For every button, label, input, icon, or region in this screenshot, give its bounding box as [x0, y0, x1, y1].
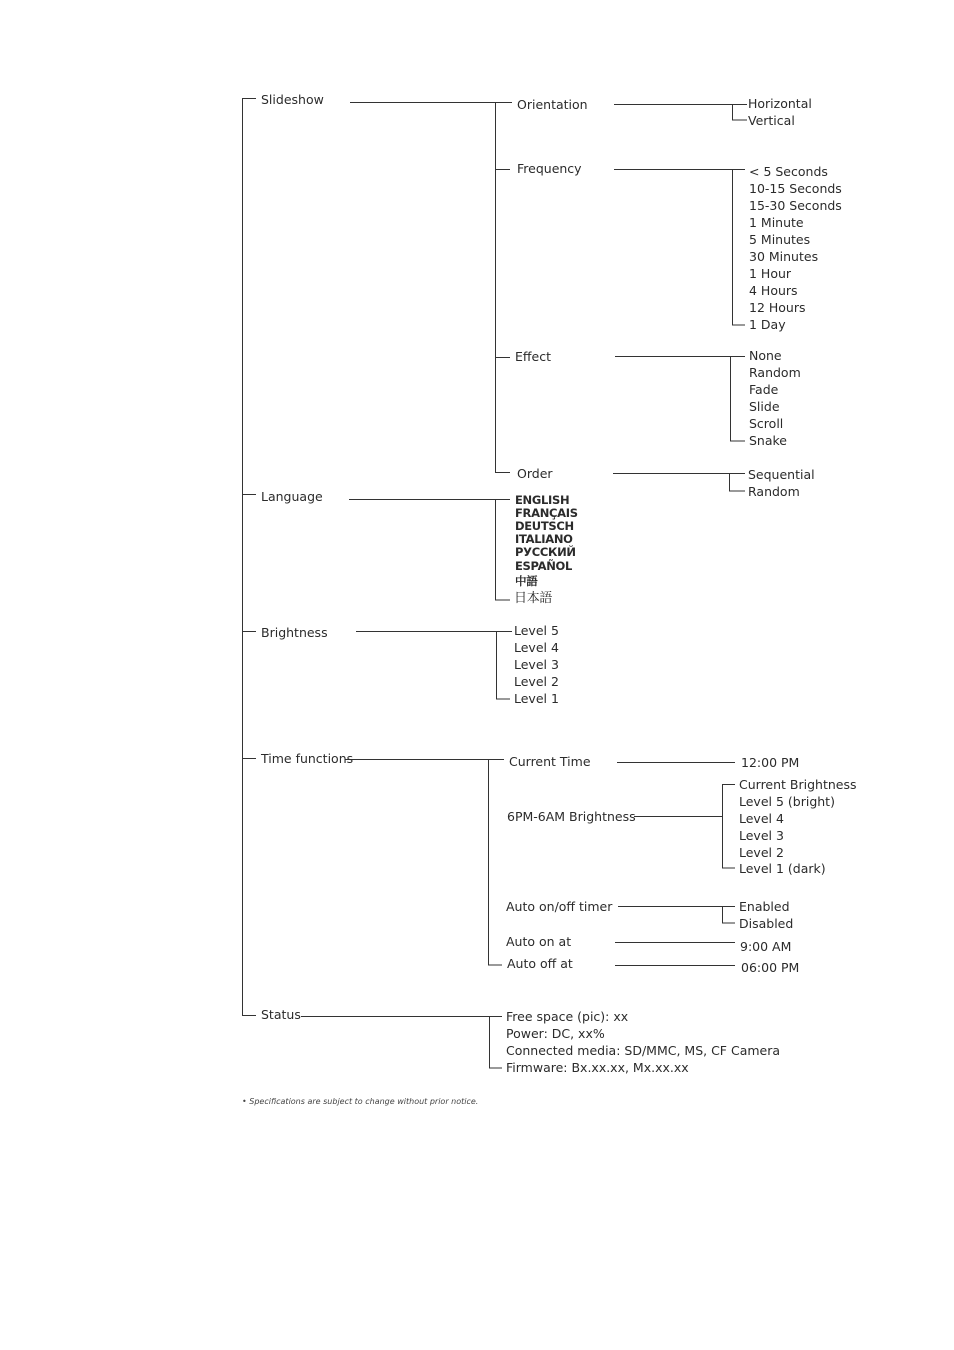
option-auto-timer: Enabled — [739, 899, 790, 914]
option-frequency: 15-30 Seconds — [749, 198, 842, 213]
submenu-orientation: Orientation — [517, 97, 588, 112]
option-frequency: 12 Hours — [749, 300, 806, 315]
option-language: 中語 — [515, 574, 538, 588]
option-frequency: 1 Hour — [749, 266, 792, 281]
option-brightness: Level 1 — [514, 691, 559, 706]
option-night-brightness: Level 4 — [739, 811, 784, 826]
status-item: Connected media: SD/MMC, MS, CF Camera — [506, 1043, 781, 1058]
value-auto-off: 06:00 PM — [741, 960, 800, 975]
submenu-auto-timer: Auto on/off timer — [506, 899, 613, 914]
option-frequency: 4 Hours — [749, 283, 798, 298]
submenu-night-brightness: 6PM-6AM Brightness — [507, 809, 636, 824]
option-night-brightness: Level 3 — [739, 828, 784, 843]
option-order: Sequential — [748, 467, 815, 482]
option-brightness: Level 5 — [514, 623, 559, 638]
value-auto-on: 9:00 AM — [740, 939, 792, 954]
option-effect: Fade — [749, 382, 779, 397]
option-horizontal: Horizontal — [748, 96, 812, 111]
menu-time-functions: Time functions — [261, 751, 354, 766]
submenu-auto-off: Auto off at — [507, 956, 573, 971]
option-language: 日本語 — [514, 591, 553, 606]
menu-language: Language — [261, 489, 323, 504]
status-item: Firmware: Bx.xx.xx, Mx.xx.xx — [506, 1060, 689, 1075]
option-frequency: 30 Minutes — [749, 249, 819, 264]
option-frequency: < 5 Seconds — [749, 164, 828, 179]
option-night-brightness: Level 1 (dark) — [739, 861, 826, 876]
option-effect: Random — [749, 365, 801, 380]
submenu-order: Order — [517, 466, 553, 481]
option-frequency: 1 Day — [749, 317, 786, 332]
status-item: Free space (pic): xx — [506, 1009, 629, 1024]
option-brightness: Level 2 — [514, 674, 559, 689]
menu-status: Status — [261, 1007, 301, 1022]
option-language: ENGLISH — [515, 493, 570, 507]
option-effect: Slide — [749, 399, 780, 414]
option-frequency: 10-15 Seconds — [749, 181, 842, 196]
option-effect: Snake — [749, 433, 788, 448]
submenu-effect: Effect — [515, 349, 551, 364]
option-language: РУССКИЙ — [515, 545, 576, 559]
option-effect: None — [749, 348, 782, 363]
status-item: Power: DC, xx% — [506, 1026, 605, 1041]
option-language: FRANÇAIS — [515, 506, 578, 520]
option-night-brightness: Current Brightness — [739, 777, 857, 792]
option-auto-timer: Disabled — [739, 916, 794, 931]
option-effect: Scroll — [749, 416, 784, 431]
option-language: ESPAÑOL — [515, 559, 573, 573]
menu-slideshow: Slideshow — [261, 92, 324, 107]
menu-brightness: Brightness — [261, 625, 328, 640]
option-night-brightness: Level 2 — [739, 845, 784, 860]
option-night-brightness: Level 5 (bright) — [739, 794, 835, 809]
submenu-current-time: Current Time — [509, 754, 591, 769]
option-frequency: 1 Minute — [749, 215, 804, 230]
footnote: • Specifications are subject to change without prior notice. — [242, 1097, 479, 1106]
option-language: DEUTSCH — [515, 519, 574, 533]
option-brightness: Level 3 — [514, 657, 559, 672]
option-brightness: Level 4 — [514, 640, 559, 655]
option-language: ITALIANO — [515, 532, 573, 546]
option-frequency: 5 Minutes — [749, 232, 811, 247]
submenu-auto-on: Auto on at — [506, 934, 572, 949]
value-current-time: 12:00 PM — [741, 755, 800, 770]
submenu-frequency: Frequency — [517, 161, 582, 176]
option-order: Random — [748, 484, 800, 499]
option-vertical: Vertical — [748, 113, 795, 128]
